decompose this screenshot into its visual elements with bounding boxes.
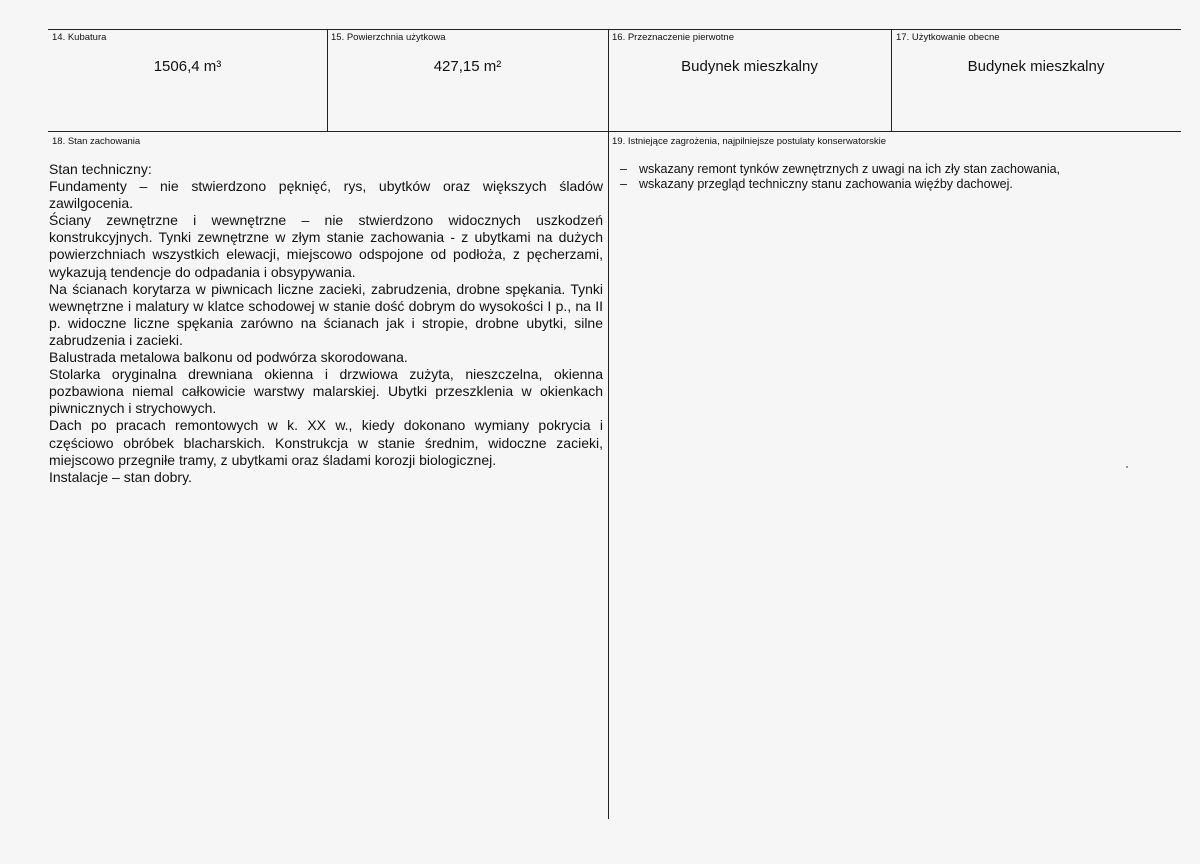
kubatura-label: 14. Kubatura <box>52 32 107 43</box>
column-divider-2 <box>608 29 609 819</box>
list-item-text: wskazany przegląd techniczny stanu zachowania więźby dachowej. <box>639 177 1013 191</box>
uzytkowanie-value: Budynek mieszkalny <box>967 58 1105 75</box>
scan-speck <box>1126 466 1128 468</box>
zagrozenia-label: 19. Istniejące zagrożenia, najpilniejsze postulaty konserwatorskie <box>612 136 887 147</box>
kubatura-value: 1506,4 m³ <box>153 58 222 75</box>
condition-paragraph: Ściany zewnętrzne i wewnętrzne – nie stwierdzono widocznych uszkodzeń konstrukcyjnych. Tynki zewnętrzne w złym stanie zachowania - z ubytkami na dużych powierzchniach wszystkich elewacji, miejscowo odspojone od podłoża, z pęcherzami, wykazują tendencje do odpadania i obsypywania. <box>49 212 603 280</box>
condition-paragraph: Instalacje – stan dobry. <box>49 468 192 485</box>
stan-zachowania-text <box>49 161 603 486</box>
list-item <box>620 162 1140 177</box>
stan-zachowania-label: 18. Stan zachowania <box>52 136 141 147</box>
column-divider-3 <box>891 29 892 131</box>
top-border <box>48 29 1181 30</box>
condition-paragraph: Dach po pracach remontowych w k. XX w., kiedy dokonano wymiany pokrycia i częściowo obróbek blacharskich. Konstrukcja w stanie średnim, widoczne zacieki, miejscowo przegniłe tramy, z ubytkami oraz śladami korozji biologicznej. <box>49 417 603 468</box>
condition-paragraph: Na ścianach korytarza w piwnicach liczne zacieki, zabrudzenia, drobne spękania. Tynki wewnętrzne i malatury w klatce schodowej w stanie dość dobrym do wysokości I p., na II p. widoczne liczne spękania zarówno na ścianach jak i stropie, drobne ubytki, silne zabrudzenia i zacieki. <box>49 280 603 348</box>
condition-paragraph: Fundamenty – nie stwierdzono pęknięć, rys, ubytków oraz większych śladów zawilgocenia. <box>49 178 603 212</box>
condition-paragraph: Balustrada metalowa balkonu od podwórza skorodowana. <box>49 349 408 366</box>
przeznaczenie-value: Budynek mieszkalny <box>681 58 818 75</box>
przeznaczenie-label: 16. Przeznaczenie pierwotne <box>612 32 734 43</box>
column-divider-1 <box>327 29 328 131</box>
dash-bullet: – <box>620 162 627 176</box>
condition-paragraph: Stan techniczny: <box>49 161 152 177</box>
uzytkowanie-label: 17. Użytkowanie obecne <box>896 32 1000 43</box>
powierzchnia-label: 15. Powierzchnia użytkowa <box>331 32 446 43</box>
zagrozenia-list <box>620 162 1140 192</box>
dash-bullet: – <box>620 177 627 191</box>
list-item <box>620 177 1140 192</box>
condition-paragraph: Stolarka oryginalna drewniana okienna i drzwiowa zużyta, nieszczelna, okienna pozbawiona niemal całkowicie warstwy malarskiej. Ubytki przeszklenia w okienkach piwnicznych i strychowych. <box>49 366 603 417</box>
row-divider <box>48 131 1181 132</box>
list-item-text: wskazany remont tynków zewnętrznych z uwagi na ich zły stan zachowania, <box>639 162 1061 176</box>
powierzchnia-value: 427,15 m² <box>433 58 502 75</box>
